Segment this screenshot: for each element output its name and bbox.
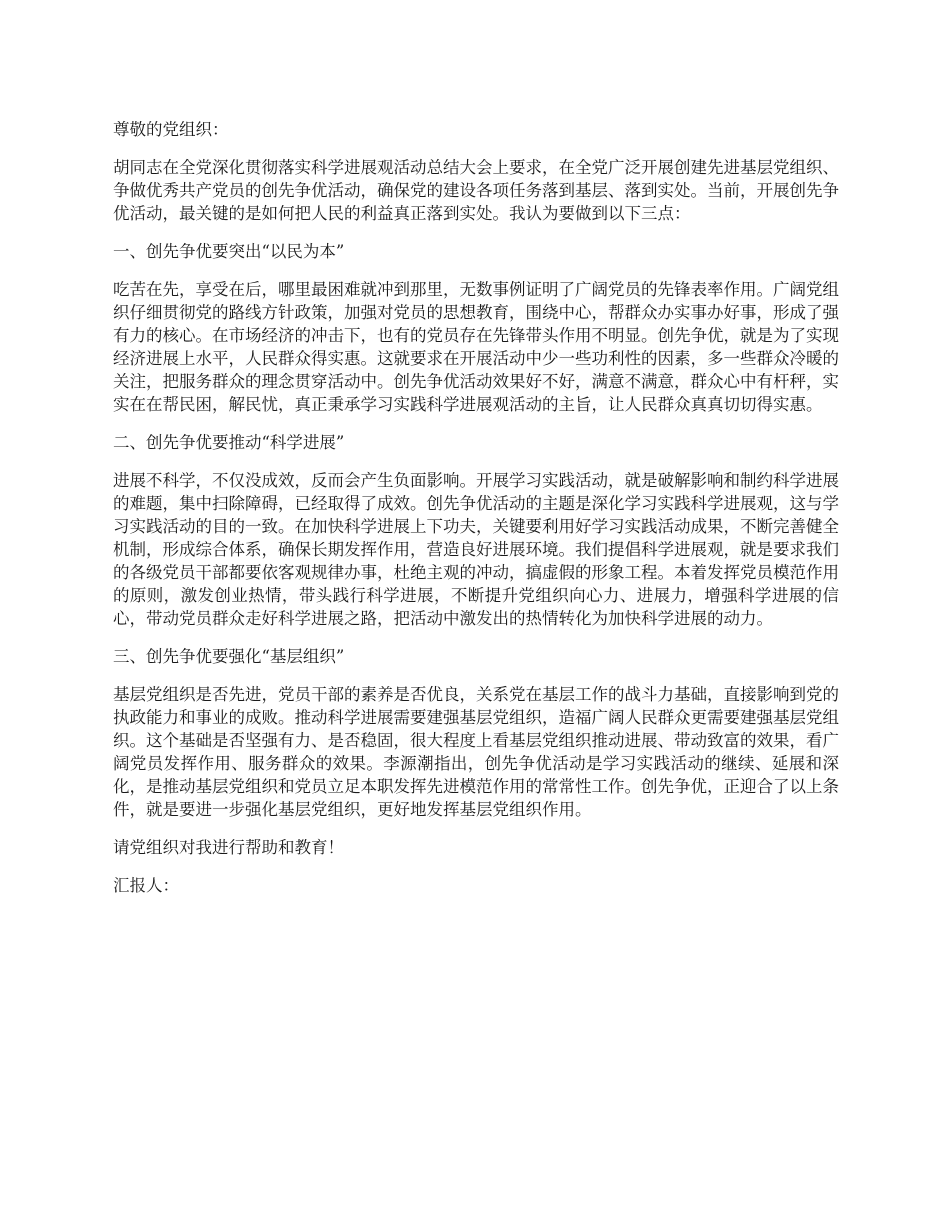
section-3-body: 基层党组织是否先进，党员干部的素养是否优良，关系党在基层工作的战斗力基础，直接影响到党的执政能力和事业的成败。推动科学进展需要建强基层党组织，造福广阔人民群众更需要建强基层党组织。这个基础是否坚强有力、是否稳固，很大程度上看基层党组织推动进展、带动致富的效果，看广阔党员发挥作用、服务群众的效果。李源潮指出，创先争优活动是学习实践活动的继续、延展和深化，是推动基层党组织和党员立足本职发挥先进模范作用的常常性工作。创先争优，正迎合了以上条件，就是要进一步强化基层党组织，更好地发挥基层党组织作用。 xyxy=(113,685,839,819)
intro-paragraph: 胡同志在全党深化贯彻落实科学进展观活动总结大会上要求，在全党广泛开展创建先进基层党组织、争做优秀共产党员的创先争优活动，确保党的建设各项任务落到基层、落到实处。当前，开展创先争优活动，最关键的是如何把人民的利益真正落到实处。我认为要做到以下三点： xyxy=(113,158,839,223)
section-1-body: 吃苦在先，享受在后，哪里最困难就冲到那里，无数事例证明了广阔党员的先锋表率作用。广阔党组织仔细贯彻党的路线方针政策，加强对党员的思想教育，围绕中心，帮群众办实事办好事，形成了强有力的核心。在市场经济的冲击下，也有的党员存在先锋带头作用不明显。创先争优，就是为了实现经济进展上水平，人民群众得实惠。这就要求在开展活动中少一些功利性的因素，多一些群众冷暖的关注，把服务群众的理念贯穿活动中。创先争优活动效果好不好，满意不满意，群众心中有杆秤，实实在在帮民困，解民忧，真正秉承学习实践科学进展观活动的主旨，让人民群众真真切切得实惠。 xyxy=(113,280,839,414)
document-page xyxy=(113,118,839,912)
section-3-heading: 三、创先争优要强化“基层组织” xyxy=(113,647,345,666)
section-2-body: 进展不科学，不仅没成效，反而会产生负面影响。开展学习实践活动，就是破解影响和制约科学进展的难题，集中扫除障碍，已经取得了成效。创先争优活动的主题是深化学习实践科学进展观，这与学习实践活动的目的一致。在加快科学进展上下功夫，关键要利用好学习实践活动成果，不断完善健全机制，形成综合体系，确保长期发挥作用，营造良好进展环境。我们提倡科学进展观，就是要求我们的各级党员干部都要依客观规律办事，杜绝主观的冲动，搞虚假的形象工程。本着发挥党员模范作用的原则，激发创业热情，带头践行科学进展，不断提升党组织向心力、进展力，增强科学进展的信心，带动党员群众走好科学进展之路，把活动中激发出的热情转化为加快科学进展的动力。 xyxy=(113,471,839,628)
salutation: 尊敬的党组织： xyxy=(113,120,229,139)
section-1-heading: 一、创先争优要突出“以民为本” xyxy=(113,242,345,261)
signature-label: 汇报人： xyxy=(113,876,179,895)
closing-line: 请党组织对我进行帮助和教育！ xyxy=(113,838,344,857)
section-2-heading: 二、创先争优要推动“科学进展” xyxy=(113,433,345,452)
